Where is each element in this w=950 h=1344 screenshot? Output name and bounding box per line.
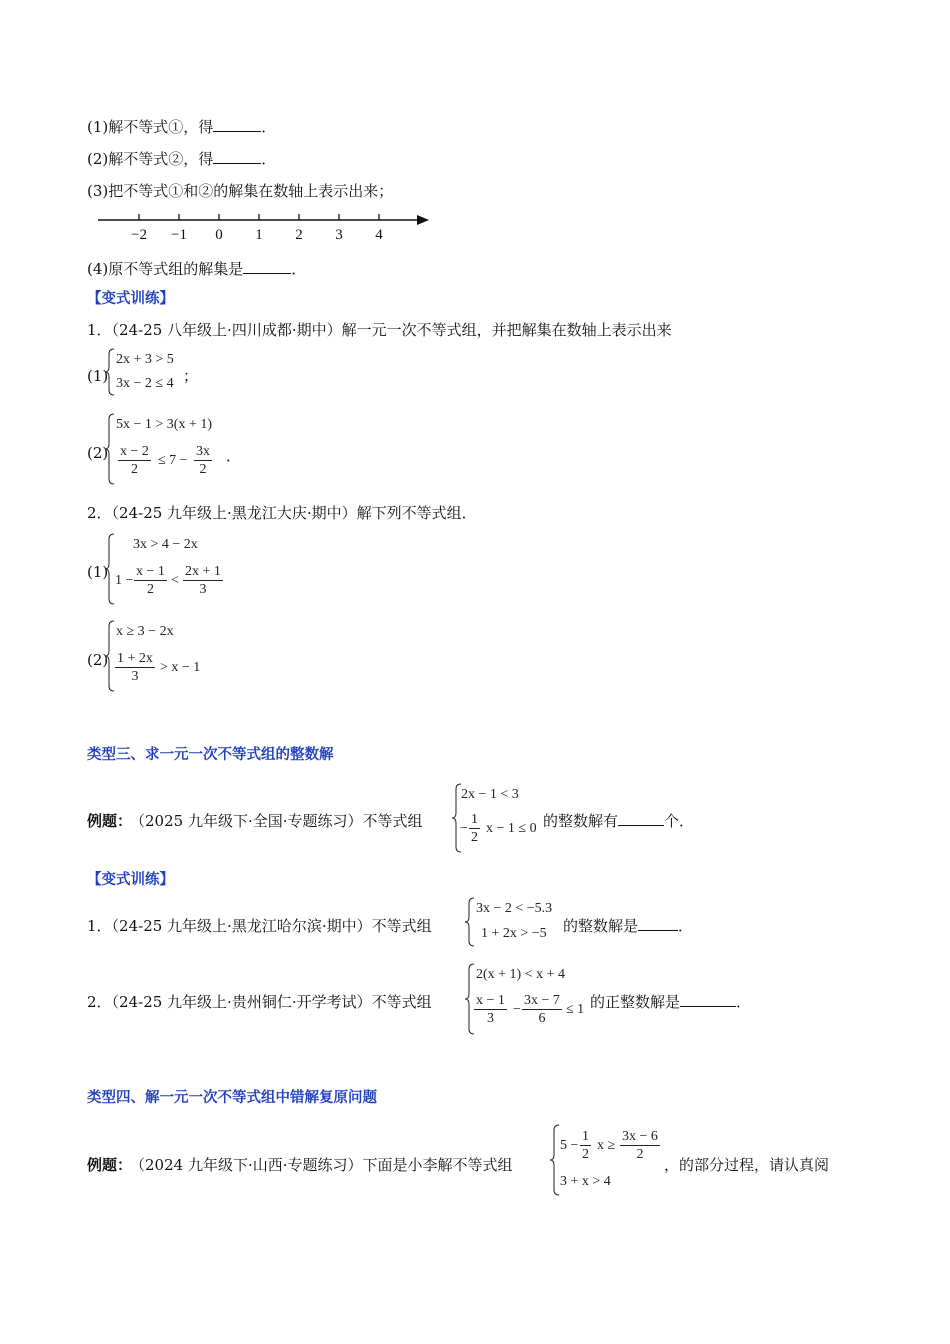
fraction: $\frac{3x - 6}{2}$ xyxy=(622,1129,658,1162)
answer-blank[interactable] xyxy=(618,811,664,826)
fraction: $\frac{x - 1}{2}$ xyxy=(136,564,165,597)
left-brace xyxy=(105,413,115,485)
variant-2-question: 的正整数解是 ． xyxy=(590,993,752,1011)
number-line-label: −2 xyxy=(131,227,147,243)
math-text: x ≥ xyxy=(597,1138,616,1153)
subquestion-label: (1) xyxy=(87,563,109,581)
fraction: $\frac{x - 1}{3}$ xyxy=(476,993,505,1026)
left-brace xyxy=(105,533,115,605)
fraction: $\frac{x - 2}{2}$ xyxy=(120,444,149,477)
system-line: 3 + x > 4 xyxy=(560,1174,611,1189)
question-1: (1)解不等式①，得 ． xyxy=(87,118,277,136)
number-line-label: −1 xyxy=(171,227,187,243)
variant-training-title: 【变式训练】 xyxy=(87,872,174,888)
problem-1-stem: 1．（24-25 八年级上·四川成都·期中）解一元一次不等式组，并把解集在数轴上表示出来 xyxy=(87,321,672,339)
left-brace xyxy=(465,897,475,947)
fraction: $\frac{1 + 2x}{3}$ xyxy=(117,651,153,684)
number-line-label: 1 xyxy=(255,227,263,243)
variant-1-stem: 1．（24-25 九年级上·黑龙江哈尔滨·期中）不等式组 xyxy=(87,917,432,935)
example-source: （2025 九年级下·全国·专题练习）不等式组 xyxy=(130,812,423,830)
example-label: 例题： xyxy=(87,1156,133,1174)
answer-blank[interactable] xyxy=(243,259,291,274)
math-text: ≤ 7 − xyxy=(158,453,188,468)
system-line: 2x + 3 > 5 xyxy=(116,352,174,367)
math-text: < xyxy=(171,573,179,588)
number-line-label: 2 xyxy=(295,227,303,243)
question-2: (2)解不等式②，得 ． xyxy=(87,150,277,168)
example-label: 例题： xyxy=(87,812,133,830)
subquestion-label: (2) xyxy=(87,444,109,462)
answer-blank[interactable] xyxy=(213,117,261,132)
system-line: 2x − 1 < 3 xyxy=(461,787,519,802)
system-line: 3x − 2 ≤ 4 xyxy=(116,376,174,391)
example-source: （2024 九年级下·山西·专题练习）下面是小李解不等式组 xyxy=(130,1156,513,1174)
example-continuation: ，的部分过程，请认真阅 xyxy=(664,1156,830,1174)
math-text: > x − 1 xyxy=(160,660,201,675)
fraction: $\frac{3x}{2}$ xyxy=(196,444,210,477)
fraction: $\frac{1}{2}$ xyxy=(582,1129,589,1162)
question-4: (4)原不等式组的解集是 ． xyxy=(87,260,307,278)
system-line: 3x − 2 < −5.3 xyxy=(476,901,553,916)
system-line: 2(x + 1) < x + 4 xyxy=(476,967,566,982)
variant-training-title: 【变式训练】 xyxy=(87,291,174,307)
subquestion-label: (2) xyxy=(87,651,109,669)
math-text: 5 − xyxy=(560,1138,579,1153)
fraction: $\frac{1}{2}$ xyxy=(471,812,478,845)
section-heading-type3: 类型三、求一元一次不等式组的整数解 xyxy=(87,747,334,763)
math-text: ≤ 1 xyxy=(566,1002,585,1017)
math-text: 1 − xyxy=(115,573,134,588)
system-line: 3x > 4 − 2x xyxy=(133,537,198,552)
system-line: 1 + 2x > −5 xyxy=(481,926,547,941)
problem-2-stem: 2．（24-25 九年级上·黑龙江大庆·期中）解下列不等式组． xyxy=(87,504,477,522)
fraction: $\frac{2x + 1}{3}$ xyxy=(185,564,221,597)
number-line-label: 4 xyxy=(375,227,383,243)
system-line: 5x − 1 > 3(x + 1) xyxy=(116,417,213,432)
fraction: $\frac{3x - 7}{6}$ xyxy=(524,993,560,1026)
example-question: 的整数解有 个． xyxy=(543,812,695,830)
number-line xyxy=(95,208,435,248)
period: ． xyxy=(226,447,242,465)
left-brace xyxy=(105,620,115,692)
math-text: − xyxy=(513,1002,521,1017)
number-line-label: 3 xyxy=(335,227,343,243)
variant-1-question: 的整数解是 ． xyxy=(563,917,694,935)
math-text: − xyxy=(460,821,468,836)
math-text: x − 1 ≤ 0 xyxy=(486,821,537,836)
system-line: x ≥ 3 − 2x xyxy=(116,624,174,639)
answer-blank[interactable] xyxy=(213,149,261,164)
subquestion-label: (1) xyxy=(87,367,109,385)
section-heading-type4: 类型四、解一元一次不等式组中错解复原问题 xyxy=(87,1090,377,1106)
left-brace xyxy=(550,1124,560,1196)
variant-2-stem: 2．（24-25 九年级上·贵州铜仁·开学考试）不等式组 xyxy=(87,993,432,1011)
semicolon: ； xyxy=(183,367,199,385)
left-brace xyxy=(105,348,115,396)
answer-blank[interactable] xyxy=(638,916,678,931)
number-line-label: 0 xyxy=(215,227,223,243)
answer-blank[interactable] xyxy=(680,992,736,1007)
question-3: (3)把不等式①和②的解集在数轴上表示出来； xyxy=(87,182,394,200)
